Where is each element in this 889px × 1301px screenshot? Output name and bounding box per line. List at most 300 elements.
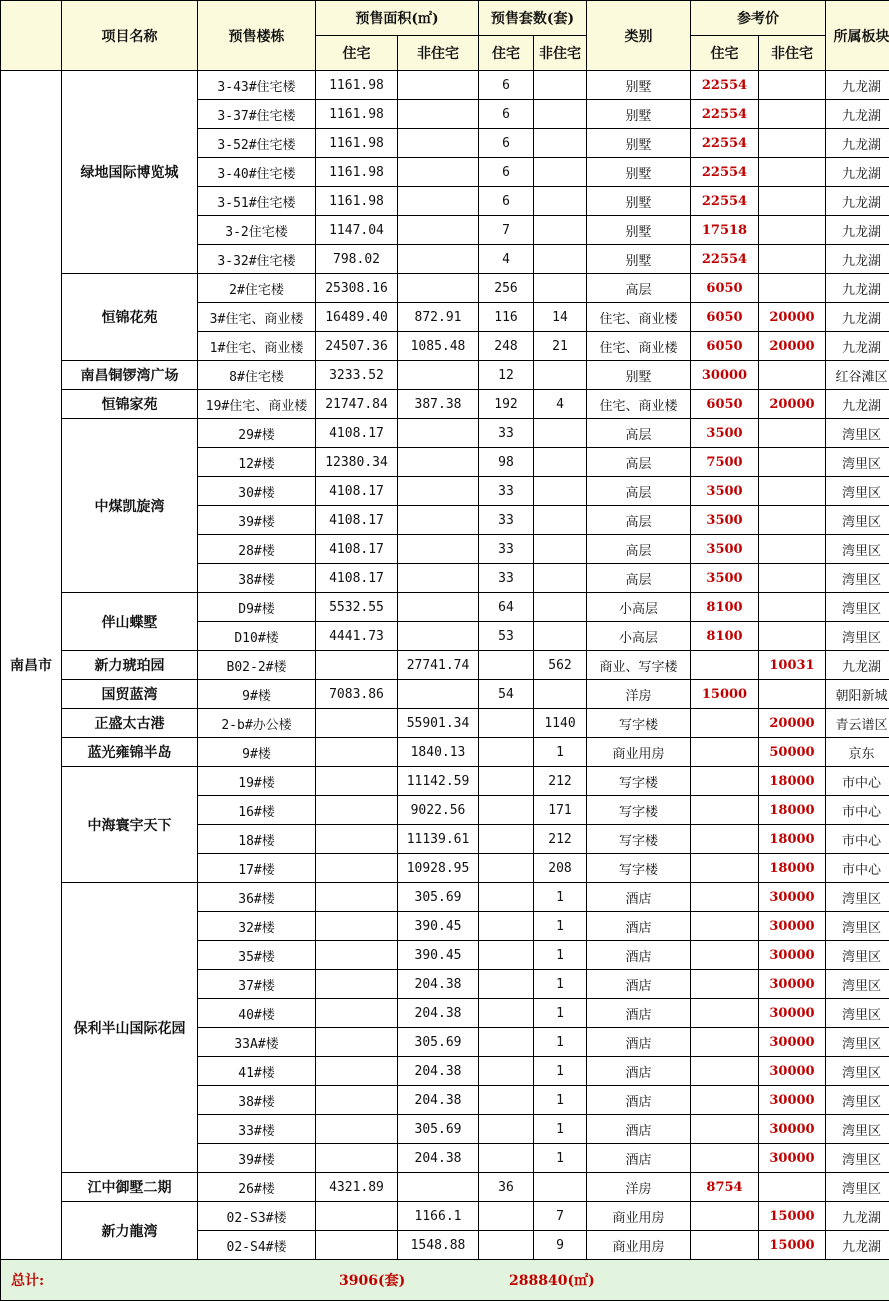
cell-units-nonres — [534, 419, 587, 448]
cell-district: 湾里区 — [826, 912, 889, 941]
project-name: 恒锦花苑 — [62, 274, 198, 361]
cell-area-res: 24507.36 — [316, 332, 398, 361]
cell-district: 九龙湖 — [826, 1202, 889, 1231]
cell-area-nonres — [398, 187, 479, 216]
cell-price-res — [691, 1144, 759, 1173]
cell-category: 住宅、商业楼 — [587, 303, 691, 332]
cell-price-nonres — [759, 216, 826, 245]
cell-area-nonres: 204.38 — [398, 999, 479, 1028]
cell-building: 9#楼 — [198, 738, 316, 767]
cell-units-res: 192 — [479, 390, 534, 419]
cell-building: 28#楼 — [198, 535, 316, 564]
cell-area-res: 5532.55 — [316, 593, 398, 622]
cell-category: 洋房 — [587, 1173, 691, 1202]
cell-units-nonres: 212 — [534, 825, 587, 854]
header-corner — [1, 1, 62, 71]
cell-district: 市中心 — [826, 767, 889, 796]
cell-area-res: 3233.52 — [316, 361, 398, 390]
cell-district: 市中心 — [826, 825, 889, 854]
header-area: 预售面积(㎡) — [316, 1, 479, 36]
cell-district: 九龙湖 — [826, 158, 889, 187]
cell-building: 12#楼 — [198, 448, 316, 477]
cell-units-nonres: 1 — [534, 941, 587, 970]
cell-units-res — [479, 825, 534, 854]
cell-price-nonres: 30000 — [759, 912, 826, 941]
header-price: 参考价 — [691, 1, 826, 36]
cell-units-nonres: 1 — [534, 883, 587, 912]
cell-area-nonres: 1548.88 — [398, 1231, 479, 1260]
cell-category: 商业、写字楼 — [587, 651, 691, 680]
cell-category: 高层 — [587, 535, 691, 564]
cell-price-res: 7500 — [691, 448, 759, 477]
cell-district: 红谷滩区 — [826, 361, 889, 390]
cell-price-res: 6050 — [691, 274, 759, 303]
cell-price-nonres — [759, 187, 826, 216]
cell-category: 高层 — [587, 564, 691, 593]
cell-units-res — [479, 651, 534, 680]
cell-building: 2-b#办公楼 — [198, 709, 316, 738]
cell-area-nonres — [398, 506, 479, 535]
cell-category: 写字楼 — [587, 825, 691, 854]
cell-price-res — [691, 883, 759, 912]
cell-price-res: 22554 — [691, 100, 759, 129]
cell-district: 湾里区 — [826, 1173, 889, 1202]
cell-area-nonres — [398, 680, 479, 709]
table-body — [1, 71, 889, 1260]
cell-price-nonres: 30000 — [759, 1144, 826, 1173]
cell-area-res: 4108.17 — [316, 506, 398, 535]
cell-building: 36#楼 — [198, 883, 316, 912]
cell-category: 别墅 — [587, 245, 691, 274]
cell-district: 湾里区 — [826, 477, 889, 506]
cell-price-nonres — [759, 419, 826, 448]
cell-area-nonres: 305.69 — [398, 1028, 479, 1057]
cell-category: 酒店 — [587, 970, 691, 999]
header-building: 预售楼栋 — [198, 1, 316, 71]
cell-area-nonres — [398, 1173, 479, 1202]
cell-building: 3-2住宅楼 — [198, 216, 316, 245]
header-district: 所属板块 — [826, 1, 889, 71]
cell-units-nonres — [534, 158, 587, 187]
cell-area-res: 1147.04 — [316, 216, 398, 245]
cell-area-res — [316, 999, 398, 1028]
cell-price-nonres: 50000 — [759, 738, 826, 767]
cell-area-nonres — [398, 564, 479, 593]
cell-price-res: 17518 — [691, 216, 759, 245]
cell-price-res — [691, 941, 759, 970]
cell-district: 湾里区 — [826, 999, 889, 1028]
cell-category: 酒店 — [587, 999, 691, 1028]
cell-units-nonres — [534, 506, 587, 535]
cell-area-res — [316, 1115, 398, 1144]
cell-units-nonres: 1140 — [534, 709, 587, 738]
cell-area-res: 4441.73 — [316, 622, 398, 651]
cell-category: 写字楼 — [587, 854, 691, 883]
cell-area-res: 4108.17 — [316, 477, 398, 506]
header-units-res: 住宅 — [479, 36, 534, 71]
cell-building: 33A#楼 — [198, 1028, 316, 1057]
cell-units-nonres: 7 — [534, 1202, 587, 1231]
cell-price-nonres: 30000 — [759, 941, 826, 970]
cell-units-nonres — [534, 593, 587, 622]
cell-price-res — [691, 999, 759, 1028]
header-price-res: 住宅 — [691, 36, 759, 71]
cell-price-res — [691, 1057, 759, 1086]
cell-category: 住宅、商业楼 — [587, 390, 691, 419]
cell-district: 湾里区 — [826, 1028, 889, 1057]
cell-area-res: 16489.40 — [316, 303, 398, 332]
cell-category: 商业用房 — [587, 1231, 691, 1260]
cell-area-nonres: 11142.59 — [398, 767, 479, 796]
table-row — [1, 274, 889, 303]
cell-price-nonres: 30000 — [759, 970, 826, 999]
cell-category: 小高层 — [587, 622, 691, 651]
cell-building: 26#楼 — [198, 1173, 316, 1202]
cell-price-res: 22554 — [691, 187, 759, 216]
cell-district: 九龙湖 — [826, 390, 889, 419]
cell-units-nonres: 1 — [534, 1144, 587, 1173]
cell-price-nonres: 18000 — [759, 796, 826, 825]
cell-category: 别墅 — [587, 100, 691, 129]
cell-price-res — [691, 651, 759, 680]
cell-district: 九龙湖 — [826, 245, 889, 274]
cell-district: 湾里区 — [826, 564, 889, 593]
cell-district: 湾里区 — [826, 1115, 889, 1144]
cell-area-res — [316, 709, 398, 738]
cell-units-nonres: 9 — [534, 1231, 587, 1260]
cell-building: 30#楼 — [198, 477, 316, 506]
cell-units-nonres: 14 — [534, 303, 587, 332]
cell-category: 高层 — [587, 274, 691, 303]
cell-units-nonres — [534, 361, 587, 390]
cell-units-res: 6 — [479, 158, 534, 187]
cell-area-nonres: 55901.34 — [398, 709, 479, 738]
cell-price-nonres: 20000 — [759, 709, 826, 738]
cell-price-nonres — [759, 100, 826, 129]
cell-building: 3-37#住宅楼 — [198, 100, 316, 129]
cell-district: 九龙湖 — [826, 651, 889, 680]
cell-category: 商业用房 — [587, 1202, 691, 1231]
cell-area-res: 4108.17 — [316, 535, 398, 564]
cell-district: 九龙湖 — [826, 274, 889, 303]
cell-building: 3#住宅、商业楼 — [198, 303, 316, 332]
cell-price-nonres — [759, 448, 826, 477]
cell-units-res: 116 — [479, 303, 534, 332]
cell-building: D9#楼 — [198, 593, 316, 622]
cell-units-nonres: 171 — [534, 796, 587, 825]
cell-area-nonres: 27741.74 — [398, 651, 479, 680]
cell-price-nonres — [759, 129, 826, 158]
header-area-res: 住宅 — [316, 36, 398, 71]
cell-building: D10#楼 — [198, 622, 316, 651]
cell-price-res: 3500 — [691, 535, 759, 564]
header-project: 项目名称 — [62, 1, 198, 71]
cell-district: 青云谱区 — [826, 709, 889, 738]
cell-area-res — [316, 1057, 398, 1086]
cell-units-res: 53 — [479, 622, 534, 651]
cell-district: 湾里区 — [826, 1144, 889, 1173]
total-row — [1, 1260, 889, 1301]
cell-category: 酒店 — [587, 1144, 691, 1173]
cell-units-res: 36 — [479, 1173, 534, 1202]
project-name: 正盛太古港 — [62, 709, 198, 738]
cell-units-nonres: 208 — [534, 854, 587, 883]
cell-category: 洋房 — [587, 680, 691, 709]
cell-price-nonres — [759, 593, 826, 622]
cell-units-res: 33 — [479, 419, 534, 448]
cell-units-nonres — [534, 129, 587, 158]
cell-units-res: 6 — [479, 100, 534, 129]
cell-district: 九龙湖 — [826, 303, 889, 332]
cell-category: 酒店 — [587, 941, 691, 970]
cell-units-res: 33 — [479, 506, 534, 535]
cell-area-nonres: 11139.61 — [398, 825, 479, 854]
cell-price-res: 3500 — [691, 477, 759, 506]
cell-price-nonres: 20000 — [759, 332, 826, 361]
cell-category: 别墅 — [587, 71, 691, 100]
cell-category: 别墅 — [587, 129, 691, 158]
cell-units-res: 98 — [479, 448, 534, 477]
cell-price-res — [691, 1028, 759, 1057]
cell-price-nonres — [759, 361, 826, 390]
cell-category: 酒店 — [587, 912, 691, 941]
cell-units-nonres — [534, 477, 587, 506]
total-units: 3906(套) — [339, 1270, 509, 1290]
cell-units-res: 12 — [479, 361, 534, 390]
cell-units-res — [479, 999, 534, 1028]
cell-area-res — [316, 1144, 398, 1173]
table-row — [1, 709, 889, 738]
cell-building: 3-40#住宅楼 — [198, 158, 316, 187]
cell-category: 别墅 — [587, 361, 691, 390]
cell-units-nonres: 1 — [534, 999, 587, 1028]
cell-units-res — [479, 941, 534, 970]
cell-price-nonres: 20000 — [759, 303, 826, 332]
cell-district: 湾里区 — [826, 970, 889, 999]
cell-area-nonres: 204.38 — [398, 1057, 479, 1086]
table-header — [1, 1, 889, 71]
cell-units-nonres — [534, 245, 587, 274]
cell-area-res — [316, 854, 398, 883]
cell-price-nonres: 15000 — [759, 1231, 826, 1260]
header-category: 类别 — [587, 1, 691, 71]
cell-district: 湾里区 — [826, 1057, 889, 1086]
cell-category: 别墅 — [587, 187, 691, 216]
cell-units-res — [479, 1202, 534, 1231]
table-row — [1, 593, 889, 622]
cell-units-res: 4 — [479, 245, 534, 274]
project-name: 恒锦家苑 — [62, 390, 198, 419]
cell-district: 湾里区 — [826, 419, 889, 448]
cell-price-res: 8754 — [691, 1173, 759, 1202]
cell-district: 湾里区 — [826, 941, 889, 970]
cell-area-nonres — [398, 419, 479, 448]
cell-units-nonres — [534, 100, 587, 129]
cell-area-res: 21747.84 — [316, 390, 398, 419]
cell-building: 32#楼 — [198, 912, 316, 941]
cell-price-nonres: 30000 — [759, 1115, 826, 1144]
table-row — [1, 651, 889, 680]
cell-area-res: 4108.17 — [316, 564, 398, 593]
cell-units-nonres — [534, 680, 587, 709]
cell-price-nonres — [759, 477, 826, 506]
cell-price-nonres — [759, 274, 826, 303]
cell-area-res: 1161.98 — [316, 187, 398, 216]
cell-district: 湾里区 — [826, 535, 889, 564]
cell-price-nonres: 30000 — [759, 1057, 826, 1086]
cell-area-nonres: 387.38 — [398, 390, 479, 419]
cell-price-nonres — [759, 1173, 826, 1202]
project-name: 国贸蓝湾 — [62, 680, 198, 709]
cell-building: 29#楼 — [198, 419, 316, 448]
cell-area-nonres — [398, 622, 479, 651]
cell-units-res: 54 — [479, 680, 534, 709]
cell-building: 35#楼 — [198, 941, 316, 970]
cell-area-nonres: 872.91 — [398, 303, 479, 332]
cell-building: 19#住宅、商业楼 — [198, 390, 316, 419]
cell-price-res: 6050 — [691, 332, 759, 361]
cell-units-nonres: 1 — [534, 1115, 587, 1144]
cell-category: 住宅、商业楼 — [587, 332, 691, 361]
cell-building: 8#住宅楼 — [198, 361, 316, 390]
cell-price-nonres: 15000 — [759, 1202, 826, 1231]
cell-price-nonres: 18000 — [759, 767, 826, 796]
cell-price-res: 3500 — [691, 564, 759, 593]
cell-units-nonres — [534, 535, 587, 564]
cell-price-res: 15000 — [691, 680, 759, 709]
cell-price-nonres — [759, 680, 826, 709]
cell-building: 19#楼 — [198, 767, 316, 796]
cell-area-res — [316, 796, 398, 825]
cell-area-res — [316, 825, 398, 854]
cell-units-nonres: 21 — [534, 332, 587, 361]
cell-category: 小高层 — [587, 593, 691, 622]
cell-area-nonres: 390.45 — [398, 941, 479, 970]
cell-price-nonres — [759, 158, 826, 187]
cell-district: 九龙湖 — [826, 1231, 889, 1260]
cell-area-nonres: 305.69 — [398, 883, 479, 912]
cell-units-nonres — [534, 564, 587, 593]
cell-building: 38#楼 — [198, 1086, 316, 1115]
cell-units-res: 33 — [479, 477, 534, 506]
cell-building: 02-S4#楼 — [198, 1231, 316, 1260]
project-name: 蓝光雍锦半岛 — [62, 738, 198, 767]
cell-category: 写字楼 — [587, 767, 691, 796]
cell-area-nonres: 1840.13 — [398, 738, 479, 767]
cell-units-res — [479, 1086, 534, 1115]
cell-area-nonres: 1085.48 — [398, 332, 479, 361]
cell-area-res — [316, 883, 398, 912]
cell-units-res — [479, 1028, 534, 1057]
cell-building: 1#住宅、商业楼 — [198, 332, 316, 361]
cell-area-nonres: 9022.56 — [398, 796, 479, 825]
cell-units-nonres: 562 — [534, 651, 587, 680]
cell-area-nonres: 204.38 — [398, 1086, 479, 1115]
cell-price-nonres — [759, 245, 826, 274]
cell-price-res: 22554 — [691, 129, 759, 158]
cell-price-res — [691, 970, 759, 999]
cell-area-res — [316, 767, 398, 796]
cell-units-res — [479, 767, 534, 796]
cell-area-nonres — [398, 535, 479, 564]
cell-district: 九龙湖 — [826, 216, 889, 245]
project-name: 保利半山国际花园 — [62, 883, 198, 1173]
cell-building: 02-S3#楼 — [198, 1202, 316, 1231]
table-row — [1, 71, 889, 100]
project-name: 南昌铜锣湾广场 — [62, 361, 198, 390]
cell-district: 市中心 — [826, 854, 889, 883]
project-name: 新力琥珀园 — [62, 651, 198, 680]
cell-category: 酒店 — [587, 883, 691, 912]
cell-area-res: 1161.98 — [316, 158, 398, 187]
cell-building: 33#楼 — [198, 1115, 316, 1144]
cell-units-res: 6 — [479, 71, 534, 100]
cell-category: 写字楼 — [587, 796, 691, 825]
cell-building: 16#楼 — [198, 796, 316, 825]
cell-price-nonres — [759, 71, 826, 100]
cell-building: 18#楼 — [198, 825, 316, 854]
table-row — [1, 738, 889, 767]
project-name: 新力龍湾 — [62, 1202, 198, 1260]
cell-units-nonres — [534, 448, 587, 477]
cell-units-nonres — [534, 1173, 587, 1202]
cell-area-nonres: 305.69 — [398, 1115, 479, 1144]
cell-category: 高层 — [587, 419, 691, 448]
cell-category: 酒店 — [587, 1028, 691, 1057]
cell-building: 41#楼 — [198, 1057, 316, 1086]
table-row — [1, 1173, 889, 1202]
cell-units-res — [479, 738, 534, 767]
cell-units-res: 6 — [479, 187, 534, 216]
cell-category: 酒店 — [587, 1057, 691, 1086]
cell-district: 市中心 — [826, 796, 889, 825]
cell-units-nonres — [534, 187, 587, 216]
cell-area-nonres — [398, 71, 479, 100]
cell-units-nonres: 1 — [534, 738, 587, 767]
table-row — [1, 767, 889, 796]
cell-price-res — [691, 854, 759, 883]
cell-units-nonres: 212 — [534, 767, 587, 796]
cell-price-nonres: 30000 — [759, 883, 826, 912]
cell-units-res — [479, 912, 534, 941]
cell-area-res: 1161.98 — [316, 100, 398, 129]
cell-category: 高层 — [587, 448, 691, 477]
cell-area-res — [316, 738, 398, 767]
cell-category: 酒店 — [587, 1086, 691, 1115]
cell-units-res: 256 — [479, 274, 534, 303]
cell-district: 湾里区 — [826, 622, 889, 651]
cell-units-res: 33 — [479, 535, 534, 564]
cell-area-res: 4321.89 — [316, 1173, 398, 1202]
cell-district: 京东 — [826, 738, 889, 767]
cell-units-res — [479, 883, 534, 912]
city-cell: 南昌市 — [1, 71, 62, 1260]
cell-price-nonres — [759, 506, 826, 535]
cell-units-res: 7 — [479, 216, 534, 245]
cell-units-nonres: 4 — [534, 390, 587, 419]
cell-price-res — [691, 912, 759, 941]
project-name: 江中御墅二期 — [62, 1173, 198, 1202]
cell-price-res — [691, 1202, 759, 1231]
cell-price-res — [691, 767, 759, 796]
cell-area-nonres: 204.38 — [398, 1144, 479, 1173]
cell-building: B02-2#楼 — [198, 651, 316, 680]
cell-units-res: 6 — [479, 129, 534, 158]
cell-price-res: 3500 — [691, 419, 759, 448]
cell-area-res — [316, 970, 398, 999]
cell-price-nonres: 20000 — [759, 390, 826, 419]
total-area: 288840(㎡) — [509, 1270, 595, 1290]
